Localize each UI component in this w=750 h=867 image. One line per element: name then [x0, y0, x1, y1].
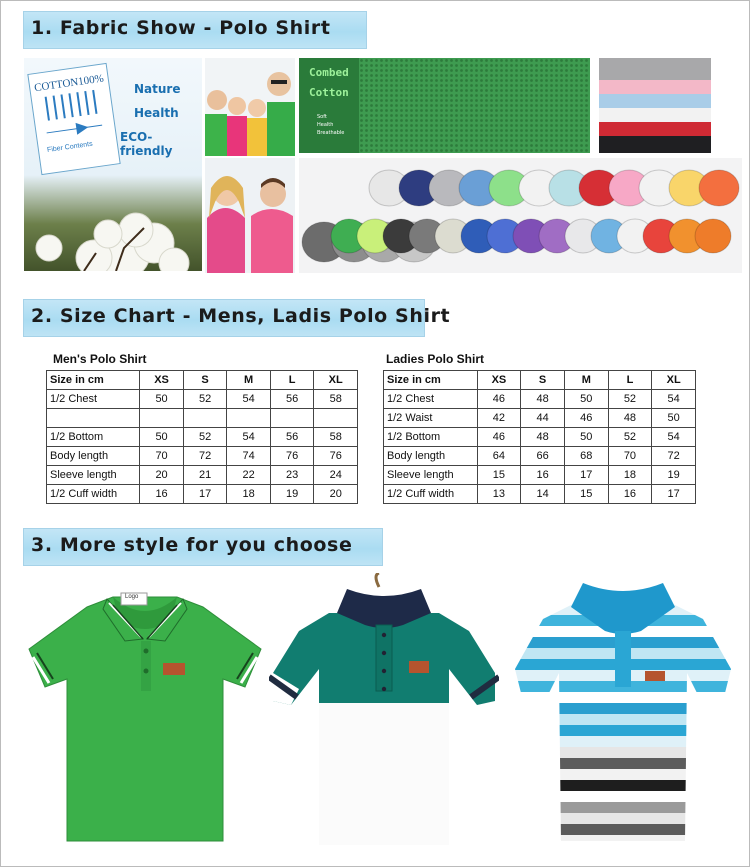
section-title: 3. More style for you choose — [31, 534, 353, 556]
table-row — [384, 390, 696, 409]
table-header-cell: M — [227, 371, 271, 390]
table-cell: 16 — [140, 485, 184, 504]
table-cell: Sleeve length — [47, 466, 140, 485]
polo-placket — [615, 631, 631, 687]
table-cell: 52 — [183, 428, 227, 447]
table-cell: 56 — [270, 390, 314, 409]
table-cell: 17 — [652, 485, 696, 504]
table-header-cell: Size in cm — [384, 371, 478, 390]
table-cell: 70 — [140, 447, 184, 466]
table-cell: 42 — [477, 409, 521, 428]
table-cell — [270, 409, 314, 428]
cotton-label: Cotton — [309, 86, 349, 99]
stripe — [509, 747, 737, 758]
table-row — [47, 466, 358, 485]
health-label: Health — [317, 122, 334, 128]
table-cell: Body length — [384, 447, 478, 466]
ladies-table-title: Ladies Polo Shirt — [386, 352, 485, 366]
table-cell: 23 — [270, 466, 314, 485]
table-cell: 72 — [652, 447, 696, 466]
table-cell: 18 — [227, 485, 271, 504]
couple-image — [205, 158, 295, 273]
table-row — [384, 466, 696, 485]
tag-title: COTTON100% — [33, 72, 105, 95]
table-header-row — [384, 371, 696, 390]
table-cell: 58 — [314, 428, 358, 447]
section-title: 1. Fabric Show - Polo Shirt — [31, 17, 331, 39]
table-cell: 66 — [521, 447, 565, 466]
table-cell: 1/2 Cuff width — [47, 485, 140, 504]
tag-graphic — [31, 84, 115, 144]
table-cell: 46 — [477, 390, 521, 409]
table-cell: 52 — [608, 428, 652, 447]
table-cell: 54 — [652, 428, 696, 447]
table-cell: 13 — [477, 485, 521, 504]
table-cell: 58 — [314, 390, 358, 409]
table-cell: 1/2 Chest — [384, 390, 478, 409]
table-cell: 48 — [521, 428, 565, 447]
ladies-size-table — [383, 370, 696, 504]
table-cell: 50 — [564, 390, 608, 409]
stripe — [509, 736, 737, 747]
table-header-row — [47, 371, 358, 390]
table-row — [47, 428, 358, 447]
table-row — [384, 485, 696, 504]
folded-stack-photo — [599, 58, 711, 153]
table-cell: 64 — [477, 447, 521, 466]
tag-subtitle: Fiber Contents — [46, 140, 94, 155]
table-cell: Body length — [47, 447, 140, 466]
couple-photo — [205, 158, 295, 273]
table-cell — [140, 409, 184, 428]
table-cell: 52 — [608, 390, 652, 409]
table-cell: 50 — [140, 428, 184, 447]
benefit-health: Health — [134, 106, 179, 120]
table-header-cell: L — [608, 371, 652, 390]
stripe — [509, 791, 737, 802]
table-cell: 48 — [608, 409, 652, 428]
logo-label: Logo — [125, 594, 139, 600]
family-photo — [205, 58, 295, 156]
table-cell: 1/2 Bottom — [384, 428, 478, 447]
table-cell: 72 — [183, 447, 227, 466]
benefit-nature: Nature — [134, 82, 181, 96]
green-fabric-photo — [299, 58, 590, 153]
table-cell: 19 — [652, 466, 696, 485]
table-cell: 54 — [227, 390, 271, 409]
mens-size-table — [46, 370, 358, 504]
green-polo-image — [25, 579, 265, 849]
table-cell: 54 — [227, 428, 271, 447]
table-header-cell: XS — [477, 371, 521, 390]
table-cell: 15 — [564, 485, 608, 504]
mens-table-title: Men's Polo Shirt — [53, 352, 147, 366]
table-cell: Sleeve length — [384, 466, 478, 485]
striped-polo-image — [509, 573, 737, 849]
cotton-tag — [27, 63, 120, 175]
stripe — [509, 758, 737, 769]
table-cell: 20 — [140, 466, 184, 485]
table-cell: 22 — [227, 466, 271, 485]
table-cell — [227, 409, 271, 428]
table-cell: 17 — [564, 466, 608, 485]
table-cell: 15 — [477, 466, 521, 485]
brand-badge — [645, 671, 665, 681]
table-header-cell: XS — [140, 371, 184, 390]
stripe — [509, 824, 737, 835]
table-header-cell: S — [521, 371, 565, 390]
table-cell: 21 — [183, 466, 227, 485]
stripe — [509, 703, 737, 714]
table-cell: 46 — [564, 409, 608, 428]
table-row — [47, 485, 358, 504]
section-title: 2. Size Chart - Mens, Ladis Polo Shirt — [31, 305, 451, 327]
table-header-cell: XL — [314, 371, 358, 390]
cotton-photo — [24, 58, 202, 271]
stripe — [509, 802, 737, 813]
table-cell: 1/2 Cuff width — [384, 485, 478, 504]
table-cell: 76 — [270, 447, 314, 466]
stripe — [509, 725, 737, 736]
stripe — [509, 692, 737, 703]
table-header-cell: L — [270, 371, 314, 390]
table-cell: 70 — [608, 447, 652, 466]
soft-label: Soft — [317, 114, 327, 120]
breathable-label: Breathable — [317, 130, 345, 136]
table-cell: 24 — [314, 466, 358, 485]
family-image — [205, 58, 295, 156]
table-cell: 52 — [183, 390, 227, 409]
table-cell: 74 — [227, 447, 271, 466]
table-cell — [183, 409, 227, 428]
rolled-shirt — [699, 170, 739, 206]
table-cell: 18 — [608, 466, 652, 485]
table-cell: 1/2 Chest — [47, 390, 140, 409]
stripe — [509, 835, 737, 846]
table-row — [47, 447, 358, 466]
table-cell: 48 — [521, 390, 565, 409]
table-row — [384, 447, 696, 466]
stripe — [509, 780, 737, 791]
table-cell: 50 — [652, 409, 696, 428]
table-cell — [47, 409, 140, 428]
rolled-shirt — [695, 219, 731, 253]
rolled-shirts-photo — [299, 158, 742, 273]
table-cell — [314, 409, 358, 428]
rolled-shirts-image — [299, 158, 742, 273]
table-cell: 54 — [652, 390, 696, 409]
section-header-styles — [23, 528, 383, 566]
table-cell: 19 — [270, 485, 314, 504]
benefit-eco: ECO-friendly — [120, 130, 173, 158]
table-header-cell: S — [183, 371, 227, 390]
table-cell: 20 — [314, 485, 358, 504]
stripe — [509, 714, 737, 725]
table-cell: 50 — [564, 428, 608, 447]
table-row — [384, 409, 696, 428]
stripe — [509, 769, 737, 780]
table-cell: 68 — [564, 447, 608, 466]
stripe — [509, 813, 737, 824]
section-header-size — [23, 299, 451, 337]
folded-stack-image — [599, 58, 711, 153]
table-cell: 46 — [477, 428, 521, 447]
table-cell: 44 — [521, 409, 565, 428]
section-header-fabric — [23, 11, 367, 49]
table-cell: 14 — [521, 485, 565, 504]
table-row — [384, 428, 696, 447]
table-cell: 16 — [608, 485, 652, 504]
table-cell: 50 — [140, 390, 184, 409]
combed-label: Combed — [309, 66, 349, 79]
table-header-cell: Size in cm — [47, 371, 140, 390]
table-cell: 56 — [270, 428, 314, 447]
stripe — [509, 846, 737, 849]
table-header-cell: XL — [652, 371, 696, 390]
table-cell: 1/2 Bottom — [47, 428, 140, 447]
table-row — [47, 409, 358, 428]
table-row — [47, 390, 358, 409]
table-cell: 76 — [314, 447, 358, 466]
table-cell: 16 — [521, 466, 565, 485]
teal-white-polo-image — [269, 573, 499, 849]
table-cell: 17 — [183, 485, 227, 504]
table-header-cell: M — [564, 371, 608, 390]
table-cell: 1/2 Waist — [384, 409, 478, 428]
